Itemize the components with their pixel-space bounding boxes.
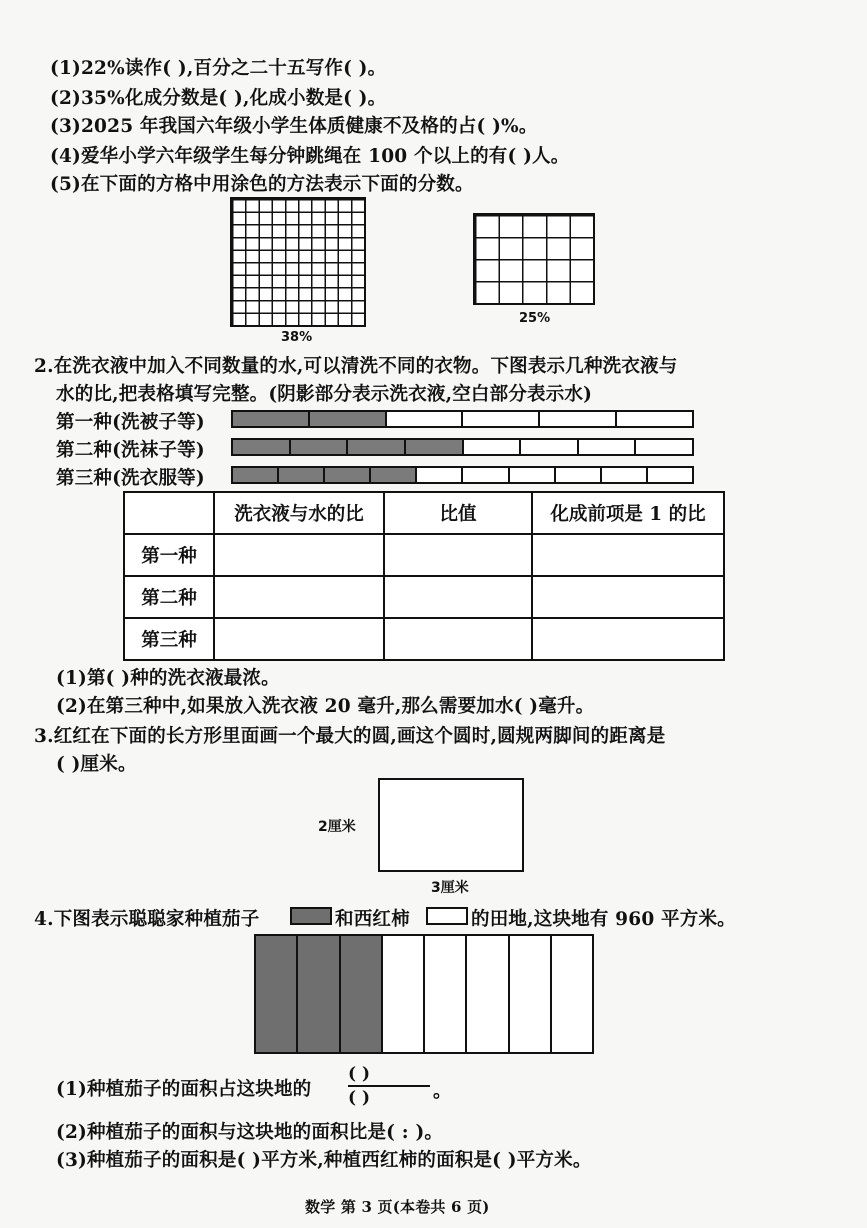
table-row-label-3: 第三种 [124, 618, 214, 660]
detergent-segment [406, 440, 464, 454]
q2-sub-2: (2)在第三种中,如果放入洗衣液 20 毫升,那么需要加水( )毫升。 [56, 696, 595, 717]
water-segment [463, 412, 540, 426]
detergent-segment [279, 468, 325, 482]
q4-sub-1: (1)种植茄子的面积占这块地的 [56, 1079, 312, 1100]
table-header-blank [124, 492, 214, 534]
tomato-strip [510, 936, 552, 1052]
twenty-grid-caption: 25% [519, 311, 551, 326]
q4-stem-part3: 的田地,这块地有 960 平方米。 [471, 909, 736, 930]
q3-stem-line2: ( )厘米。 [56, 754, 137, 775]
fraction-numerator[interactable]: ( ) [348, 1064, 371, 1084]
water-segment [556, 468, 602, 482]
ratio-bar-2 [231, 438, 694, 456]
tomato-strip [383, 936, 425, 1052]
q2-sub-1: (1)第( )种的洗衣液最浓。 [56, 668, 280, 689]
detergent-segment [233, 440, 291, 454]
detergent-segment [310, 412, 387, 426]
q4-sub-1-end: 。 [433, 1081, 452, 1102]
tomato-strip [425, 936, 467, 1052]
water-segment [417, 468, 463, 482]
q1-item-3: (3)2025 年我国六年级小学生体质健康不及格的占( )%。 [50, 116, 538, 137]
rectangle-figure [378, 778, 524, 872]
eggplant-strip [256, 936, 298, 1052]
eggplant-strip [341, 936, 383, 1052]
tomato-strip [467, 936, 509, 1052]
fraction-bar [348, 1085, 430, 1087]
table-cell-answer[interactable] [214, 576, 384, 618]
detergent-segment [348, 440, 406, 454]
table-cell-answer[interactable] [384, 618, 532, 660]
water-segment [463, 468, 509, 482]
q4-sub-2: (2)种植茄子的面积与这块地的面积比是( : )。 [56, 1122, 444, 1143]
water-segment [636, 440, 692, 454]
table-cell-answer[interactable] [384, 534, 532, 576]
q1-item-4: (4)爱华小学六年级学生每分钟跳绳在 100 个以上的有( )人。 [50, 146, 570, 167]
q4-stem-part1: 4.下图表示聪聪家种植茄子 [34, 909, 260, 930]
hundred-grid-caption: 38% [281, 330, 313, 345]
water-segment [521, 440, 579, 454]
water-segment [579, 440, 637, 454]
table-cell-answer[interactable] [532, 576, 724, 618]
ratio-bar-3 [231, 466, 694, 484]
tomato-legend-swatch [426, 907, 468, 925]
bar-label-3: 第三种(洗衣服等) [56, 468, 205, 489]
detergent-segment [233, 468, 279, 482]
detergent-segment [325, 468, 371, 482]
tomato-strip [552, 936, 592, 1052]
ratio-table [123, 491, 725, 661]
table-cell-answer[interactable] [532, 534, 724, 576]
q2-stem-line1: 2.在洗衣液中加入不同数量的水,可以清洗不同的衣物。下图表示几种洗衣液与 [34, 356, 678, 377]
width-label: 3厘米 [431, 880, 469, 896]
detergent-segment [233, 412, 310, 426]
fraction-blank[interactable] [348, 1064, 430, 1108]
bar-label-1: 第一种(洗被子等) [56, 412, 205, 433]
table-cell-answer[interactable] [214, 534, 384, 576]
fraction-denominator[interactable]: ( ) [348, 1088, 371, 1108]
q4-stem-part2: 和西红柿 [335, 909, 410, 930]
q2-stem-line2: 水的比,把表格填写完整。(阴影部分表示洗衣液,空白部分表示水) [56, 384, 593, 405]
ratio-bar-1 [231, 410, 694, 428]
hundred-grid[interactable] [230, 197, 366, 327]
q1-item-2: (2)35%化成分数是( ),化成小数是( )。 [50, 88, 387, 109]
eggplant-strip [298, 936, 340, 1052]
table-header-unit-ratio: 化成前项是 1 的比 [532, 492, 724, 534]
water-segment [617, 412, 692, 426]
q1-item-1: (1)22%读作( ),百分之二十五写作( )。 [50, 58, 387, 79]
water-segment [602, 468, 648, 482]
eggplant-legend-swatch [290, 907, 332, 925]
q4-sub-3: (3)种植茄子的面积是( )平方米,种植西红柿的面积是( )平方米。 [56, 1150, 592, 1171]
farmland-diagram [254, 934, 594, 1054]
water-segment [648, 468, 692, 482]
page-footer: 数学 第 3 页(本卷共 6 页) [305, 1198, 490, 1216]
table-row-label-2: 第二种 [124, 576, 214, 618]
table-cell-answer[interactable] [214, 618, 384, 660]
table-cell-answer[interactable] [532, 618, 724, 660]
water-segment [464, 440, 522, 454]
table-header-ratio: 洗衣液与水的比 [214, 492, 384, 534]
height-label: 2厘米 [318, 819, 356, 835]
water-segment [387, 412, 464, 426]
detergent-segment [291, 440, 349, 454]
q1-item-5: (5)在下面的方格中用涂色的方法表示下面的分数。 [50, 174, 474, 195]
water-segment [540, 412, 617, 426]
table-cell-answer[interactable] [384, 576, 532, 618]
detergent-segment [371, 468, 417, 482]
table-header-value: 比值 [384, 492, 532, 534]
water-segment [510, 468, 556, 482]
twenty-grid[interactable] [473, 213, 595, 305]
bar-label-2: 第二种(洗袜子等) [56, 440, 205, 461]
table-row-label-1: 第一种 [124, 534, 214, 576]
q3-stem-line1: 3.红红在下面的长方形里面画一个最大的圆,画这个圆时,圆规两脚间的距离是 [34, 726, 666, 747]
